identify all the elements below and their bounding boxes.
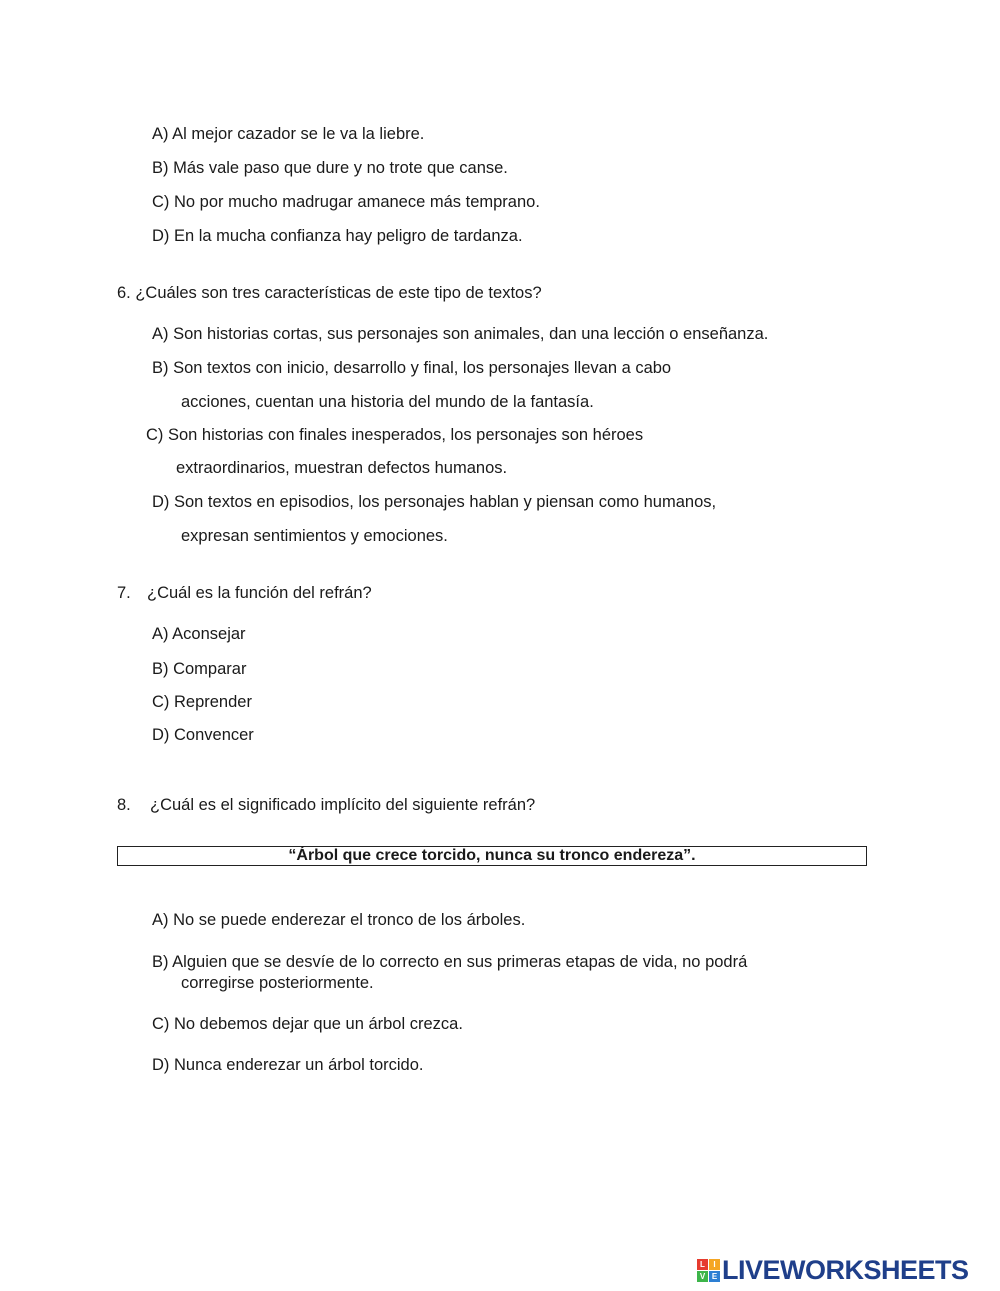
q8-option-b[interactable]: B) Alguien que se desvíe de lo correcto en sus primeras etapas de vida, no podrá	[152, 953, 748, 971]
q8-question: ¿Cuál es el significado implícito del siguiente refrán?	[150, 796, 536, 814]
logo-block-l: L	[697, 1259, 708, 1270]
q5-option-b[interactable]: B) Más vale paso que dure y no trote que canse.	[152, 159, 508, 177]
q8-number: 8.	[117, 796, 131, 814]
q8-option-a[interactable]: A) No se puede enderezar el tronco de los árboles.	[152, 911, 526, 929]
q5-option-d[interactable]: D) En la mucha confianza hay peligro de tardanza.	[152, 227, 523, 245]
logo-block-e: E	[709, 1271, 720, 1282]
logo-block-i: I	[709, 1259, 720, 1270]
q6-option-d[interactable]: D) Son textos en episodios, los personajes hablan y piensan como humanos,	[152, 493, 717, 511]
refran-quote: “Árbol que crece torcido, nunca su tronco endereza”.	[288, 847, 696, 864]
q7-option-b[interactable]: B) Comparar	[152, 660, 247, 678]
q5-option-a[interactable]: A) Al mejor cazador se le va la liebre.	[152, 125, 425, 143]
q6-option-b[interactable]: B) Son textos con inicio, desarrollo y final, los personajes llevan a cabo	[152, 359, 672, 377]
q7-question: ¿Cuál es la función del refrán?	[147, 584, 372, 602]
q6-question: 6. ¿Cuáles son tres características de este tipo de textos?	[117, 284, 542, 302]
liveworksheets-logo	[697, 1255, 969, 1285]
q6-option-b-cont: acciones, cuentan una historia del mundo de la fantasía.	[181, 393, 594, 411]
q7-option-c[interactable]: C) Reprender	[152, 693, 252, 711]
logo-text: LIVEWORKSHEETS	[722, 1254, 969, 1285]
logo-blocks-icon	[697, 1259, 720, 1282]
q6-option-d-cont: expresan sentimientos y emociones.	[181, 527, 448, 545]
q6-option-c[interactable]: C) Son historias con finales inesperados, los personajes son héroes	[146, 426, 644, 444]
q5-option-c[interactable]: C) No por mucho madrugar amanece más temprano.	[152, 193, 540, 211]
q8-option-d[interactable]: D) Nunca enderezar un árbol torcido.	[152, 1056, 424, 1074]
q6-option-a[interactable]: A) Son historias cortas, sus personajes son animales, dan una lección o enseñanza.	[152, 325, 769, 343]
q6-option-c-cont: extraordinarios, muestran defectos humanos.	[176, 459, 508, 477]
q8-option-b-cont: corregirse posteriormente.	[181, 974, 374, 992]
refran-quote-box	[117, 846, 867, 866]
q8-option-c[interactable]: C) No debemos dejar que un árbol crezca.	[152, 1015, 463, 1033]
logo-block-v: V	[697, 1271, 708, 1282]
q7-option-a[interactable]: A) Aconsejar	[152, 625, 246, 643]
q7-number: 7.	[117, 584, 131, 602]
q7-option-d[interactable]: D) Convencer	[152, 726, 254, 744]
